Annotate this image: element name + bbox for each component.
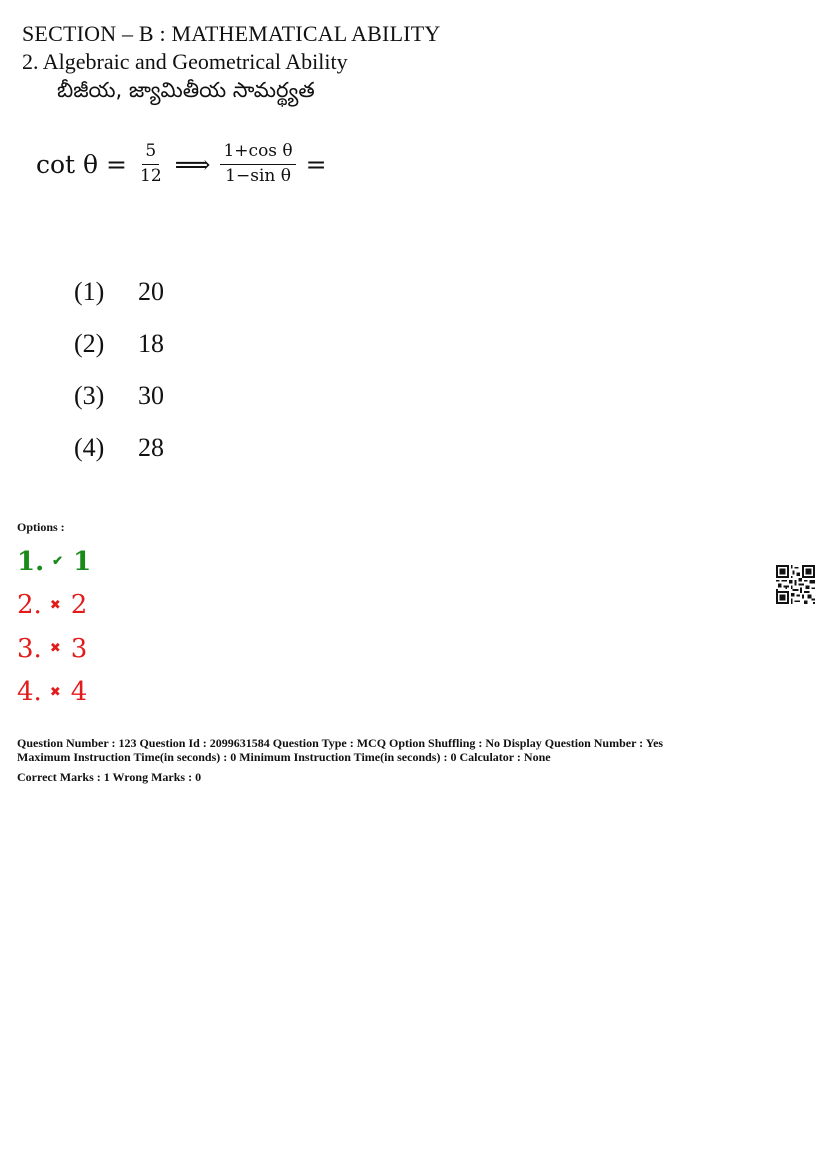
answer-option-2: [17, 584, 91, 628]
choice-value: 30: [138, 381, 164, 410]
question-equation: [36, 142, 327, 186]
cross-icon: ✖: [49, 597, 61, 613]
cross-icon: ✖: [49, 641, 61, 657]
cross-icon: ✖: [49, 684, 61, 700]
choice-label: (3): [74, 381, 105, 410]
choice-value: 28: [138, 433, 164, 462]
qr-code-icon: [776, 565, 815, 604]
answer-value: 3: [70, 633, 88, 664]
question-choices: [74, 266, 164, 474]
answer-number: 3.: [17, 633, 42, 664]
section-title: SECTION – B : MATHEMATICAL ABILITY: [22, 21, 441, 46]
options-heading: Options :: [17, 520, 65, 534]
answer-number: 2.: [17, 590, 42, 621]
answer-number: 1.: [17, 546, 45, 577]
subsection-title-telugu: బీజీయ, జ్యామితీయ సామర్థ్యత: [57, 78, 315, 102]
choice-value: 20: [138, 277, 164, 306]
answer-value: 2: [70, 590, 88, 621]
equation-lhs: cot θ =: [36, 149, 127, 179]
choice-item: [74, 370, 164, 422]
answer-option-4: [17, 671, 91, 715]
choice-item: [74, 318, 164, 370]
choice-label: (2): [74, 329, 105, 358]
choice-item: [74, 422, 164, 474]
choice-item: [74, 266, 164, 318]
expression-denominator: 1−sin θ: [225, 165, 291, 186]
answer-option-3: [17, 627, 91, 671]
given-numerator: 5: [142, 142, 159, 165]
question-meta-line-2: Maximum Instruction Time(in seconds) : 0 Minimum Instruction Time(in seconds) : 0 Calculator : None: [17, 750, 551, 764]
equals-symbol: =: [305, 149, 327, 179]
expression-fraction: [220, 142, 295, 186]
choice-label: (4): [74, 433, 105, 462]
marks-info: Correct Marks : 1 Wrong Marks : 0: [17, 770, 202, 784]
answer-value: 4: [70, 677, 88, 708]
answer-option-1: [17, 540, 91, 584]
answer-number: 4.: [17, 677, 42, 708]
check-icon: ✔: [52, 554, 64, 570]
expression-numerator: 1+cos θ: [220, 142, 295, 165]
answer-value: 1: [73, 546, 92, 577]
choice-value: 18: [138, 329, 164, 358]
given-denominator: 12: [140, 165, 162, 186]
implies-symbol: ⟹: [174, 149, 211, 179]
answer-options: [17, 540, 91, 714]
subsection-title: 2. Algebraic and Geometrical Ability: [22, 49, 348, 74]
question-meta-line-1: Question Number : 123 Question Id : 2099631584 Question Type : MCQ Option Shuffling : No Display Question Number : Yes: [17, 736, 664, 750]
choice-label: (1): [74, 277, 105, 306]
given-fraction: [137, 142, 165, 186]
